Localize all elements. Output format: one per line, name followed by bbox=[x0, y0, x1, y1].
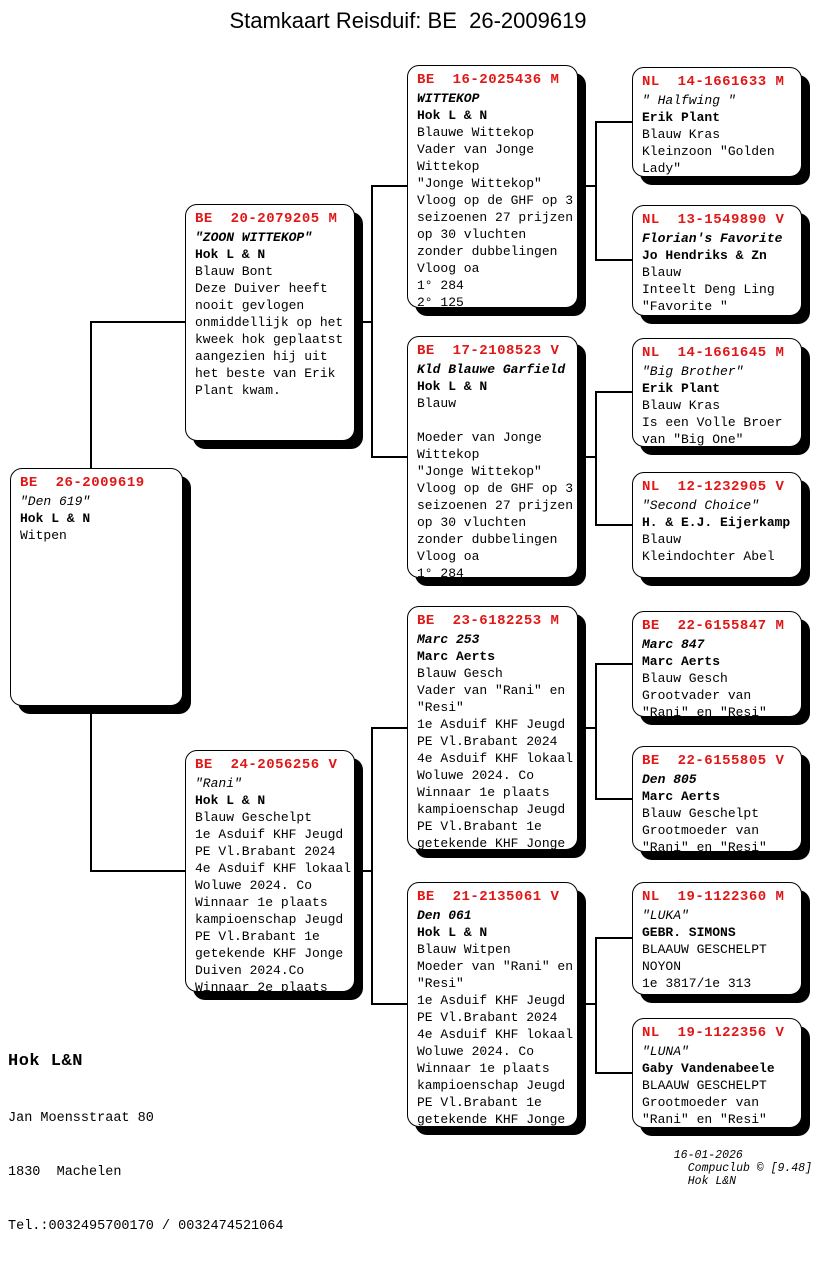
pedigree-box-sire-dam bbox=[407, 336, 578, 581]
box-line: Marc Aerts bbox=[417, 649, 496, 664]
box-line: seizoenen 27 prijzen bbox=[417, 210, 574, 225]
pedigree-box-dam-sire-sire bbox=[632, 611, 802, 720]
box-line: PE Vl.Brabant 1e bbox=[195, 929, 320, 944]
box-line: kampioenschap Jeugd bbox=[417, 802, 566, 817]
box-line: "LUNA" bbox=[642, 1044, 689, 1059]
box-line: Vader van Jonge bbox=[417, 142, 535, 157]
box-line: Erik Plant bbox=[642, 110, 721, 125]
box-line: Grootmoeder van bbox=[642, 823, 760, 838]
pedigree-connector bbox=[371, 185, 407, 187]
box-line: Blauw Geschelpt bbox=[195, 810, 313, 825]
owner-block bbox=[8, 1014, 283, 1272]
box-line: Gaby Vandenabeele bbox=[642, 1061, 775, 1076]
box-line: 4e Asduif KHF lokaal bbox=[417, 751, 574, 766]
pedigree-connector bbox=[371, 456, 407, 458]
box-line: Blauw Bont bbox=[195, 264, 274, 279]
box-line: 2° 125 bbox=[417, 295, 464, 310]
box-line: aangezien hij uit bbox=[195, 349, 328, 364]
owner-address-line1: Jan Moensstraat 80 bbox=[8, 1111, 154, 1126]
box-line: Jo Hendriks & Zn bbox=[642, 248, 767, 263]
pedigree-connector bbox=[355, 870, 372, 872]
box-line: " Halfwing " bbox=[642, 93, 736, 108]
box-line: Blauw Gesch bbox=[417, 666, 503, 681]
box-line: BLAAUW GESCHELPT bbox=[642, 942, 767, 957]
box-line: Blauwe Wittekop bbox=[417, 125, 535, 140]
pedigree-connector bbox=[90, 321, 92, 468]
box-line: het beste van Erik bbox=[195, 366, 336, 381]
box-line: Wittekop bbox=[417, 159, 480, 174]
box-line: Hok L & N bbox=[195, 247, 266, 262]
box-line: "Resi" bbox=[417, 700, 464, 715]
box-line: Moeder van Jonge bbox=[417, 430, 542, 445]
box-line: kampioenschap Jeugd bbox=[195, 912, 344, 927]
box-line: op 30 vluchten bbox=[417, 515, 527, 530]
box-line: Deze Duiver heeft bbox=[195, 281, 328, 296]
box-line: "Jonge Wittekop" bbox=[417, 176, 542, 191]
box-line: Hok L & N bbox=[417, 108, 488, 123]
box-line: Woluwe 2024. Co bbox=[417, 768, 535, 783]
pedigree-connector bbox=[90, 706, 92, 872]
box-line: Duiven 2024.Co bbox=[195, 963, 305, 978]
box-line: kweek hok geplaatst bbox=[195, 332, 344, 347]
box-line: Vloog op de GHF op 3 bbox=[417, 193, 574, 208]
box-line: zonder dubbelingen bbox=[417, 244, 558, 259]
ring-number: NL 13-1549890 V bbox=[642, 212, 785, 228]
ring-number: BE 22-6155847 M bbox=[642, 618, 785, 634]
pedigree-connector bbox=[595, 391, 597, 525]
box-line: "Rani" en "Resi" bbox=[642, 705, 767, 720]
box-line: Blauw Kras bbox=[642, 398, 721, 413]
pedigree-box-sire-sire bbox=[407, 65, 578, 308]
ring-number: BE 26-2009619 bbox=[20, 475, 145, 491]
box-line: Winnaar 2e plaats bbox=[195, 980, 328, 995]
box-line: Woluwe 2024. Co bbox=[195, 878, 313, 893]
box-line: H. & E.J. Eijerkamp bbox=[642, 515, 791, 530]
pedigree-connector bbox=[371, 727, 407, 729]
box-line: getekende KHF Jonge bbox=[417, 836, 566, 851]
pedigree-connector bbox=[595, 937, 632, 939]
pedigree-connector bbox=[90, 870, 185, 872]
pedigree-box-dam bbox=[185, 750, 355, 995]
footer-date: 16-01-2026 bbox=[673, 1149, 743, 1162]
box-line: Blauw bbox=[642, 265, 682, 280]
box-line: Kleinzoon "Golden bbox=[642, 144, 775, 159]
box-line: Vader van "Rani" en bbox=[417, 683, 566, 698]
box-line: Blauw Kras bbox=[642, 127, 721, 142]
box-line: "Favorite " bbox=[642, 299, 728, 314]
ring-number: BE 23-6182253 M bbox=[417, 613, 560, 629]
pedigree-connector bbox=[595, 391, 632, 393]
ring-number: BE 16-2025436 M bbox=[417, 72, 560, 88]
pedigree-connector bbox=[371, 1003, 407, 1005]
box-line: Blauw Gesch bbox=[642, 671, 728, 686]
box-line: 1e Asduif KHF Jeugd bbox=[417, 717, 566, 732]
pedigree-connector bbox=[595, 663, 597, 799]
box-line: van "Big One" bbox=[642, 432, 744, 447]
box-line: 1e 3817/1e 313 bbox=[642, 976, 752, 991]
box-line: Hok L & N bbox=[417, 379, 488, 394]
pedigree-connector bbox=[371, 185, 373, 458]
box-line: 1° 284 bbox=[417, 278, 464, 293]
box-line: "Second Choice" bbox=[642, 498, 760, 513]
box-line: zonder dubbelingen bbox=[417, 532, 558, 547]
box-line: 1e Asduif KHF Jeugd bbox=[417, 993, 566, 1008]
ring-number: BE 24-2056256 V bbox=[195, 757, 338, 773]
box-line: Marc Aerts bbox=[642, 789, 721, 804]
pedigree-box-dam-dam-sire bbox=[632, 882, 802, 995]
box-line: Inteelt Deng Ling bbox=[642, 282, 775, 297]
owner-name: Hok L&N bbox=[8, 1052, 83, 1071]
box-line: 4e Asduif KHF lokaal bbox=[195, 861, 352, 876]
box-line: Hok L & N bbox=[195, 793, 266, 808]
box-line: 1° 284 bbox=[417, 566, 464, 581]
ring-number: NL 19-1122356 V bbox=[642, 1025, 785, 1041]
footer bbox=[646, 1136, 812, 1201]
box-line: "Rani" en "Resi" bbox=[642, 1112, 767, 1127]
pedigree-box-sire-dam-sire bbox=[632, 338, 802, 447]
box-line: Plant kwam. bbox=[195, 383, 281, 398]
pedigree-connector bbox=[595, 1072, 632, 1074]
pedigree-box-sire bbox=[185, 204, 355, 441]
box-line: PE Vl.Brabant 1e bbox=[417, 819, 542, 834]
box-line: op 30 vluchten bbox=[417, 227, 527, 242]
ring-number: NL 12-1232905 V bbox=[642, 479, 785, 495]
box-line: Blauw bbox=[417, 396, 457, 411]
pedigree-box-dam-dam bbox=[407, 882, 578, 1127]
box-line: Woluwe 2024. Co bbox=[417, 1044, 535, 1059]
box-line: GEBR. SIMONS bbox=[642, 925, 736, 940]
box-line: "LUKA" bbox=[642, 908, 689, 923]
box-line: Kld Blauwe Garfield bbox=[417, 362, 566, 377]
box-line: Winnaar 1e plaats bbox=[417, 785, 550, 800]
ring-number: NL 19-1122360 M bbox=[642, 889, 785, 905]
pedigree-box-dam-sire-dam bbox=[632, 746, 802, 855]
pedigree-connector bbox=[595, 121, 597, 261]
box-line: NOYON bbox=[642, 959, 682, 974]
box-line: 4e Asduif KHF lokaal bbox=[417, 1027, 574, 1042]
box-line: Witpen bbox=[20, 528, 67, 543]
owner-phone: Tel.:0032495700170 / 0032474521064 bbox=[8, 1219, 284, 1234]
box-line: Florian's Favorite bbox=[642, 231, 783, 246]
pedigree-connector bbox=[595, 259, 632, 261]
box-line: Vloog oa bbox=[417, 261, 480, 276]
box-line: "Rani" en "Resi" bbox=[642, 840, 767, 855]
box-line: Is een Volle Broer bbox=[642, 415, 783, 430]
box-line: nooit gevlogen bbox=[195, 298, 305, 313]
ring-number: BE 22-6155805 V bbox=[642, 753, 785, 769]
pedigree-box-sire-sire-dam bbox=[632, 205, 802, 316]
box-line: PE Vl.Brabant 2024 bbox=[417, 1010, 558, 1025]
pedigree-box-root bbox=[10, 468, 183, 706]
box-line: getekende KHF Jonge bbox=[417, 1112, 566, 1127]
box-line: "ZOON WITTEKOP" bbox=[195, 230, 313, 245]
box-line: WITTEKOP bbox=[417, 91, 480, 106]
box-line: onmiddellijk op het bbox=[195, 315, 344, 330]
pedigree-connector bbox=[595, 121, 632, 123]
footer-owner: Hok L&N bbox=[687, 1175, 737, 1188]
pedigree-connector bbox=[595, 937, 597, 1073]
ring-number: NL 14-1661633 M bbox=[642, 74, 785, 90]
box-line: Erik Plant bbox=[642, 381, 721, 396]
pedigree-connector bbox=[355, 321, 372, 323]
box-line: kampioenschap Jeugd bbox=[417, 1078, 566, 1093]
box-line: Lady" bbox=[642, 161, 682, 176]
box-line: "Jonge Wittekop" bbox=[417, 464, 542, 479]
pedigree-box-dam-sire bbox=[407, 606, 578, 850]
box-line: Grootvader van bbox=[642, 688, 752, 703]
box-line: Hok L & N bbox=[20, 511, 91, 526]
box-line: 1e Asduif KHF Jeugd bbox=[195, 827, 344, 842]
box-line: Marc Aerts bbox=[642, 654, 721, 669]
box-line: Blauw Geschelpt bbox=[642, 806, 760, 821]
box-line: Wittekop bbox=[417, 447, 480, 462]
box-line: getekende KHF Jonge bbox=[195, 946, 344, 961]
box-line: Winnaar 1e plaats bbox=[195, 895, 328, 910]
box-line: Blauw Witpen bbox=[417, 942, 511, 957]
ring-number: BE 17-2108523 V bbox=[417, 343, 560, 359]
pedigree-connector bbox=[595, 663, 632, 665]
box-line: Hok L & N bbox=[417, 925, 488, 940]
box-line: "Big Brother" bbox=[642, 364, 744, 379]
pedigree-connector bbox=[595, 524, 632, 526]
box-line bbox=[417, 412, 574, 429]
box-line: PE Vl.Brabant 1e bbox=[417, 1095, 542, 1110]
ring-number: BE 21-2135061 V bbox=[417, 889, 560, 905]
box-line: Vloog oa bbox=[417, 549, 480, 564]
box-line: Winnaar 1e plaats bbox=[417, 1061, 550, 1076]
box-line: Moeder van "Rani" en bbox=[417, 959, 574, 974]
pedigree-connector bbox=[595, 798, 632, 800]
box-line: Blauw bbox=[642, 532, 682, 547]
box-line: Den 061 bbox=[417, 908, 472, 923]
pedigree-box-sire-sire-sire bbox=[632, 67, 802, 177]
box-line: Grootmoeder van bbox=[642, 1095, 760, 1110]
box-line: seizoenen 27 prijzen bbox=[417, 498, 574, 513]
page-title: Stamkaart Reisduif: BE 26-2009619 bbox=[229, 8, 587, 33]
box-line: PE Vl.Brabant 2024 bbox=[195, 844, 336, 859]
box-line: Vloog op de GHF op 3 bbox=[417, 481, 574, 496]
box-line: "Resi" bbox=[417, 976, 464, 991]
footer-program: Compuclub © [9.48] bbox=[687, 1162, 812, 1175]
box-line: BLAAUW GESCHELPT bbox=[642, 1078, 767, 1093]
ring-number: BE 20-2079205 M bbox=[195, 211, 338, 227]
owner-address-line2: 1830 Machelen bbox=[8, 1165, 122, 1180]
pedigree-connector bbox=[90, 321, 185, 323]
box-line: Marc 847 bbox=[642, 637, 705, 652]
box-line: "Rani" bbox=[195, 776, 242, 791]
box-line: Den 805 bbox=[642, 772, 697, 787]
box-line: PE Vl.Brabant 2024 bbox=[417, 734, 558, 749]
box-line: Marc 253 bbox=[417, 632, 480, 647]
ring-number: NL 14-1661645 M bbox=[642, 345, 785, 361]
pedigree-box-sire-dam-dam bbox=[632, 472, 802, 578]
pedigree-connector bbox=[371, 727, 373, 1005]
pedigree-box-dam-dam-dam bbox=[632, 1018, 802, 1128]
box-line: Kleindochter Abel bbox=[642, 549, 775, 564]
box-line: "Den 619" bbox=[20, 494, 91, 509]
